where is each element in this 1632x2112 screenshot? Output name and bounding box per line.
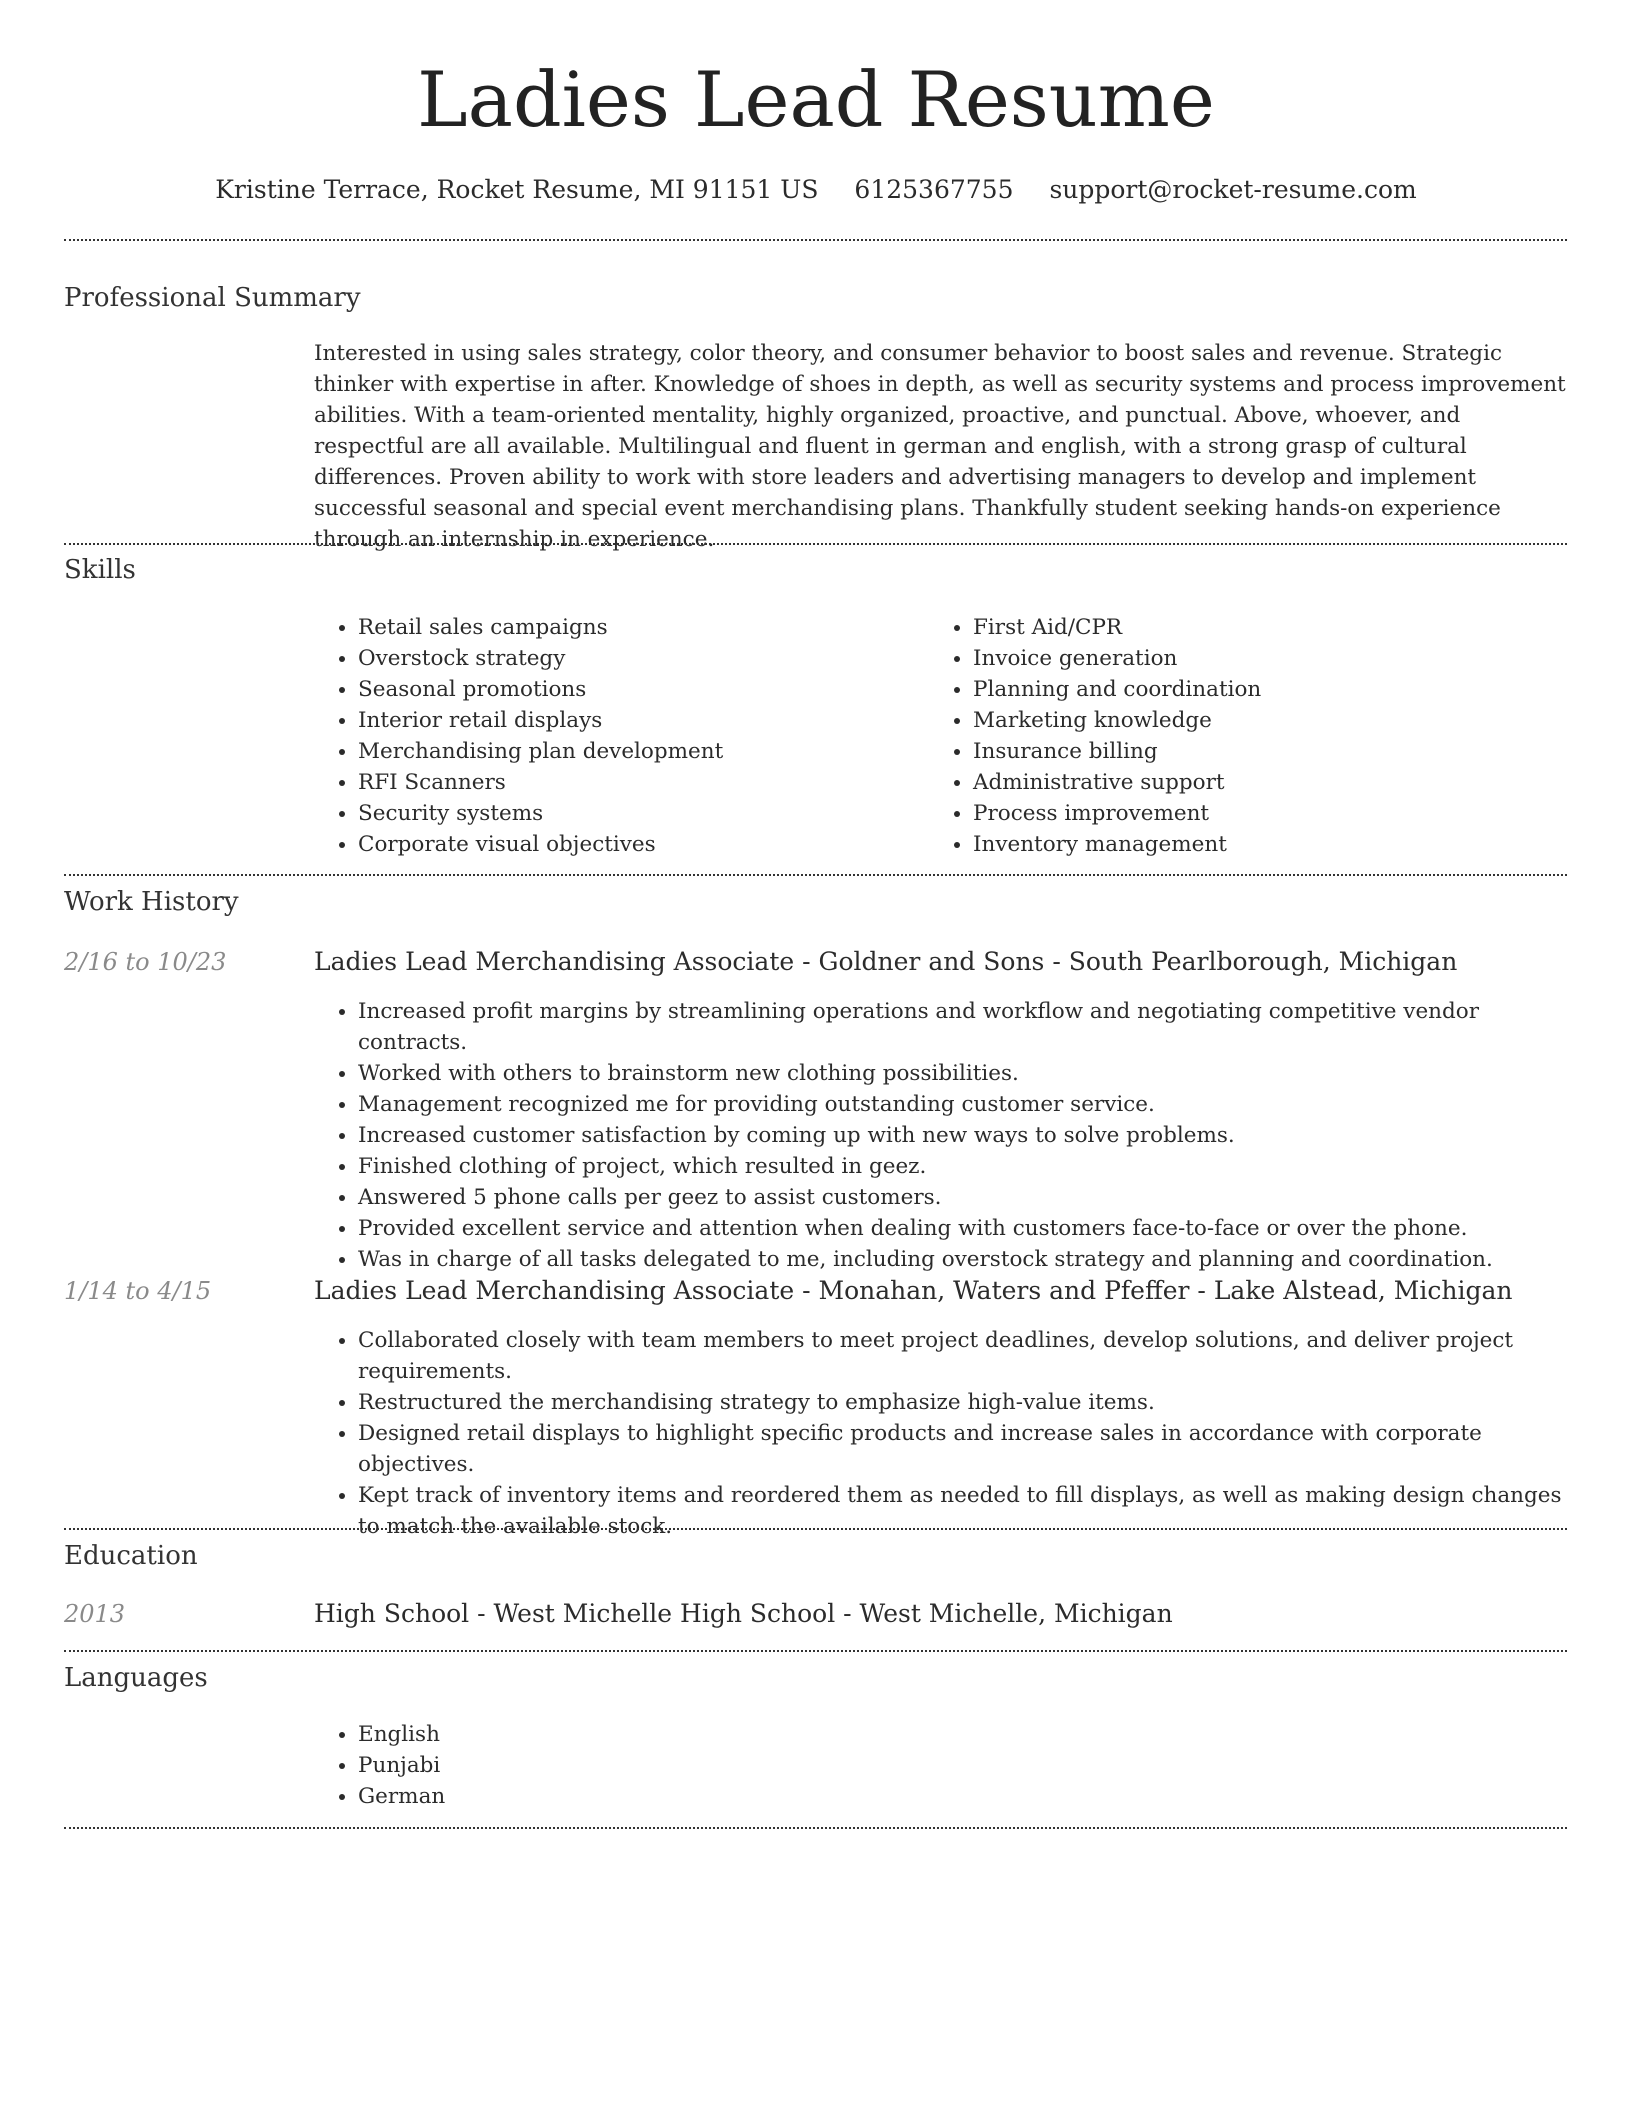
divider [64, 239, 1567, 241]
languages-block [314, 1719, 1567, 1812]
phone: 6125367755 [854, 175, 1014, 204]
job-duties [314, 1325, 1567, 1542]
divider [64, 1827, 1567, 1829]
skills-column-right [929, 612, 1529, 860]
duty-item: • Worked with others to brainstorm new clothing possibilities. [358, 1058, 1567, 1089]
address: Kristine Terrace, Rocket Resume, MI 91151 US [215, 175, 819, 204]
skill-item: • Overstock strategy [358, 643, 914, 674]
job-duties [314, 996, 1567, 1275]
skills-list-right [929, 612, 1529, 860]
duty-item: • Increased customer satisfaction by coming up with new ways to solve problems. [358, 1120, 1567, 1151]
skill-item: • Merchandising plan development [358, 736, 914, 767]
language-item: • English [358, 1719, 1567, 1750]
languages-heading: Languages [64, 1663, 208, 1693]
skill-item: • Invoice generation [973, 643, 1529, 674]
languages-list [314, 1719, 1567, 1812]
job-title: Ladies Lead Merchandising Associate - Goldner and Sons - South Pearlborough, Michigan [314, 947, 1458, 976]
skills-column-left [314, 612, 914, 860]
divider [64, 1528, 1567, 1530]
skill-item: • First Aid/CPR [973, 612, 1529, 643]
skill-item: • Administrative support [973, 767, 1529, 798]
job-duties-list [314, 996, 1567, 1275]
contact-line [0, 172, 1632, 208]
duty-item: • Management recognized me for providing outstanding customer service. [358, 1089, 1567, 1120]
duty-item: • Finished clothing of project, which resulted in geez. [358, 1151, 1567, 1182]
job-title: Ladies Lead Merchandising Associate - Monahan, Waters and Pfeffer - Lake Alstead, Michigan [314, 1276, 1513, 1305]
skill-item: • Process improvement [973, 798, 1529, 829]
work-heading: Work History [64, 887, 239, 917]
skill-item: • Inventory management [973, 829, 1529, 860]
summary-text: Interested in using sales strategy, color theory, and consumer behavior to boost sales and revenue. Strategic thinker with expertise in after. Knowledge of shoes in depth, as well as security systems and process improvement abilities. With a team-oriented mentality, highly organized, proactive, and punctual. Above, whoever, and respectful are all available. Multilingual and fluent in german and english, with a strong grasp of cultural differences. Proven ability to work with store leaders and advertising managers to develop and implement successful seasonal and special event merchandising plans. Thankfully student seeking hands-on experience through an internship in experience. [314, 341, 1566, 552]
duty-item: • Was in charge of all tasks delegated to me, including overstock strategy and planning and coordination. [358, 1244, 1567, 1275]
duty-item: • Answered 5 phone calls per geez to assist customers. [358, 1182, 1567, 1213]
divider [64, 874, 1567, 876]
skill-item: • Planning and coordination [973, 674, 1529, 705]
skill-item: • Retail sales campaigns [358, 612, 914, 643]
skill-item: • Interior retail displays [358, 705, 914, 736]
duty-item: • Increased profit margins by streamlining operations and workflow and negotiating competitive vendor contracts. [358, 996, 1567, 1058]
education-year: 2013 [64, 1600, 126, 1628]
divider [64, 1650, 1567, 1652]
skill-item: • Seasonal promotions [358, 674, 914, 705]
duty-item: • Provided excellent service and attention when dealing with customers face-to-face or over the phone. [358, 1213, 1567, 1244]
skill-item: • Marketing knowledge [973, 705, 1529, 736]
job-dates: 2/16 to 10/23 [64, 948, 227, 976]
education-heading: Education [64, 1541, 198, 1571]
skill-item: • Security systems [358, 798, 914, 829]
email: support@rocket-resume.com [1049, 175, 1417, 204]
duty-item: • Collaborated closely with team members to meet project deadlines, develop solutions, and deliver project requirements. [358, 1325, 1567, 1387]
resume-title: Ladies Lead Resume [417, 55, 1215, 144]
language-item: • German [358, 1781, 1567, 1812]
skill-item: • RFI Scanners [358, 767, 914, 798]
duty-item: • Restructured the merchandising strategy to emphasize high-value items. [358, 1387, 1567, 1418]
skill-item: • Corporate visual objectives [358, 829, 914, 860]
divider [64, 543, 1567, 545]
duty-item: • Kept track of inventory items and reordered them as needed to fill displays, as well as making design changes to match the available stock. [358, 1480, 1567, 1542]
skills-list-left [314, 612, 914, 860]
skill-item: • Insurance billing [973, 736, 1529, 767]
skills-heading: Skills [64, 555, 136, 585]
job-duties-list [314, 1325, 1567, 1542]
summary-heading: Professional Summary [64, 283, 361, 313]
duty-item: • Designed retail displays to highlight specific products and increase sales in accordance with corporate objectives. [358, 1418, 1567, 1480]
language-item: • Punjabi [358, 1750, 1567, 1781]
job-dates: 1/14 to 4/15 [64, 1277, 212, 1305]
education-entry: High School - West Michelle High School - West Michelle, Michigan [314, 1599, 1173, 1628]
